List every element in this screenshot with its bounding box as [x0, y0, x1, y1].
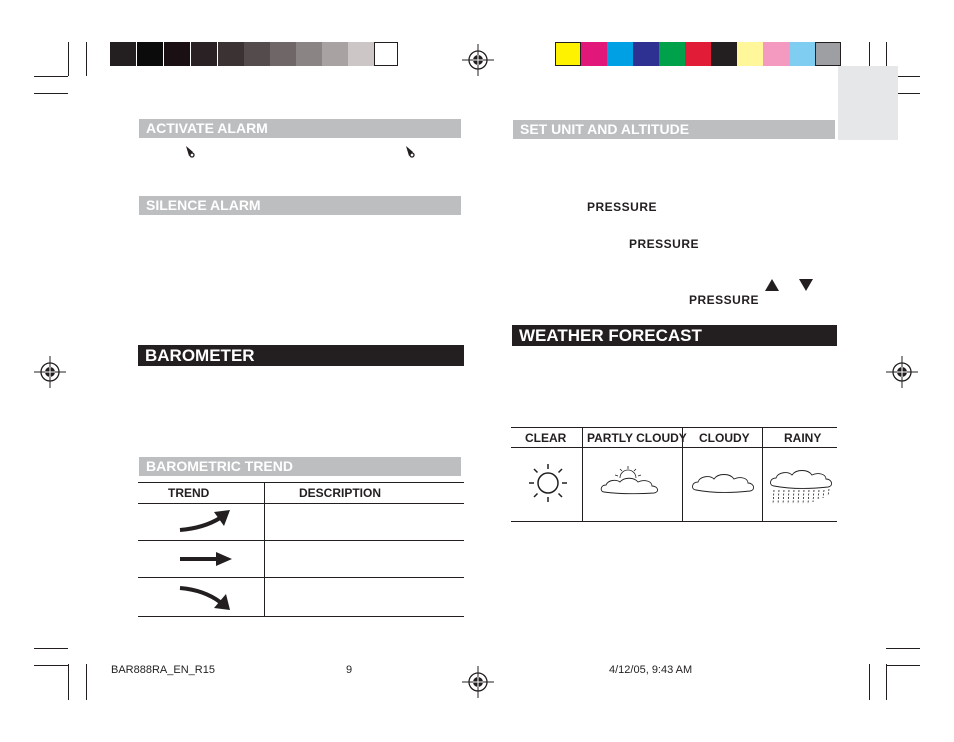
barometer-heading: BAROMETER [138, 345, 464, 366]
triangle-down-icon [799, 279, 813, 291]
registration-mark-bottom [462, 666, 494, 698]
trend-column-header: TREND [168, 486, 210, 500]
arrow-falling-icon [178, 582, 234, 612]
registration-mark-left [34, 356, 66, 388]
footer-filename: BAR888RA_EN_R15 [111, 664, 215, 676]
activate-alarm-heading: ACTIVATE ALARM [139, 119, 461, 138]
silence-alarm-heading: SILENCE ALARM [139, 196, 461, 215]
pressure-label-2: PRESSURE [629, 237, 700, 251]
arrow-rising-icon [178, 508, 234, 536]
forecast-partly-cloudy-label: PARTLY CLOUDY [587, 431, 687, 445]
sun-icon [528, 463, 568, 503]
footer-page-number: 9 [346, 664, 353, 676]
footer-timestamp: 4/12/05, 9:43 AM [609, 664, 693, 676]
bell-icon [404, 145, 416, 159]
cloud-icon [690, 470, 756, 496]
pressure-label-1: PRESSURE [587, 200, 658, 214]
triangle-up-icon [765, 279, 779, 291]
description-column-header: DESCRIPTION [299, 486, 382, 500]
bell-icon [184, 145, 196, 159]
forecast-cloudy-label: CLOUDY [699, 431, 750, 445]
registration-mark-right [886, 356, 918, 388]
forecast-rainy-label: RAINY [784, 431, 822, 445]
weather-forecast-heading: WEATHER FORECAST [512, 325, 837, 346]
registration-mark-top [462, 44, 494, 76]
barometric-trend-heading: BAROMETRIC TREND [139, 457, 461, 476]
arrow-steady-icon [178, 550, 234, 568]
pressure-label-3: PRESSURE [689, 293, 760, 307]
set-unit-altitude-heading: SET UNIT AND ALTITUDE [513, 120, 835, 139]
forecast-clear-label: CLEAR [525, 431, 567, 445]
rain-cloud-icon [768, 468, 834, 506]
language-tab [838, 66, 898, 140]
partly-cloudy-icon [598, 466, 662, 498]
